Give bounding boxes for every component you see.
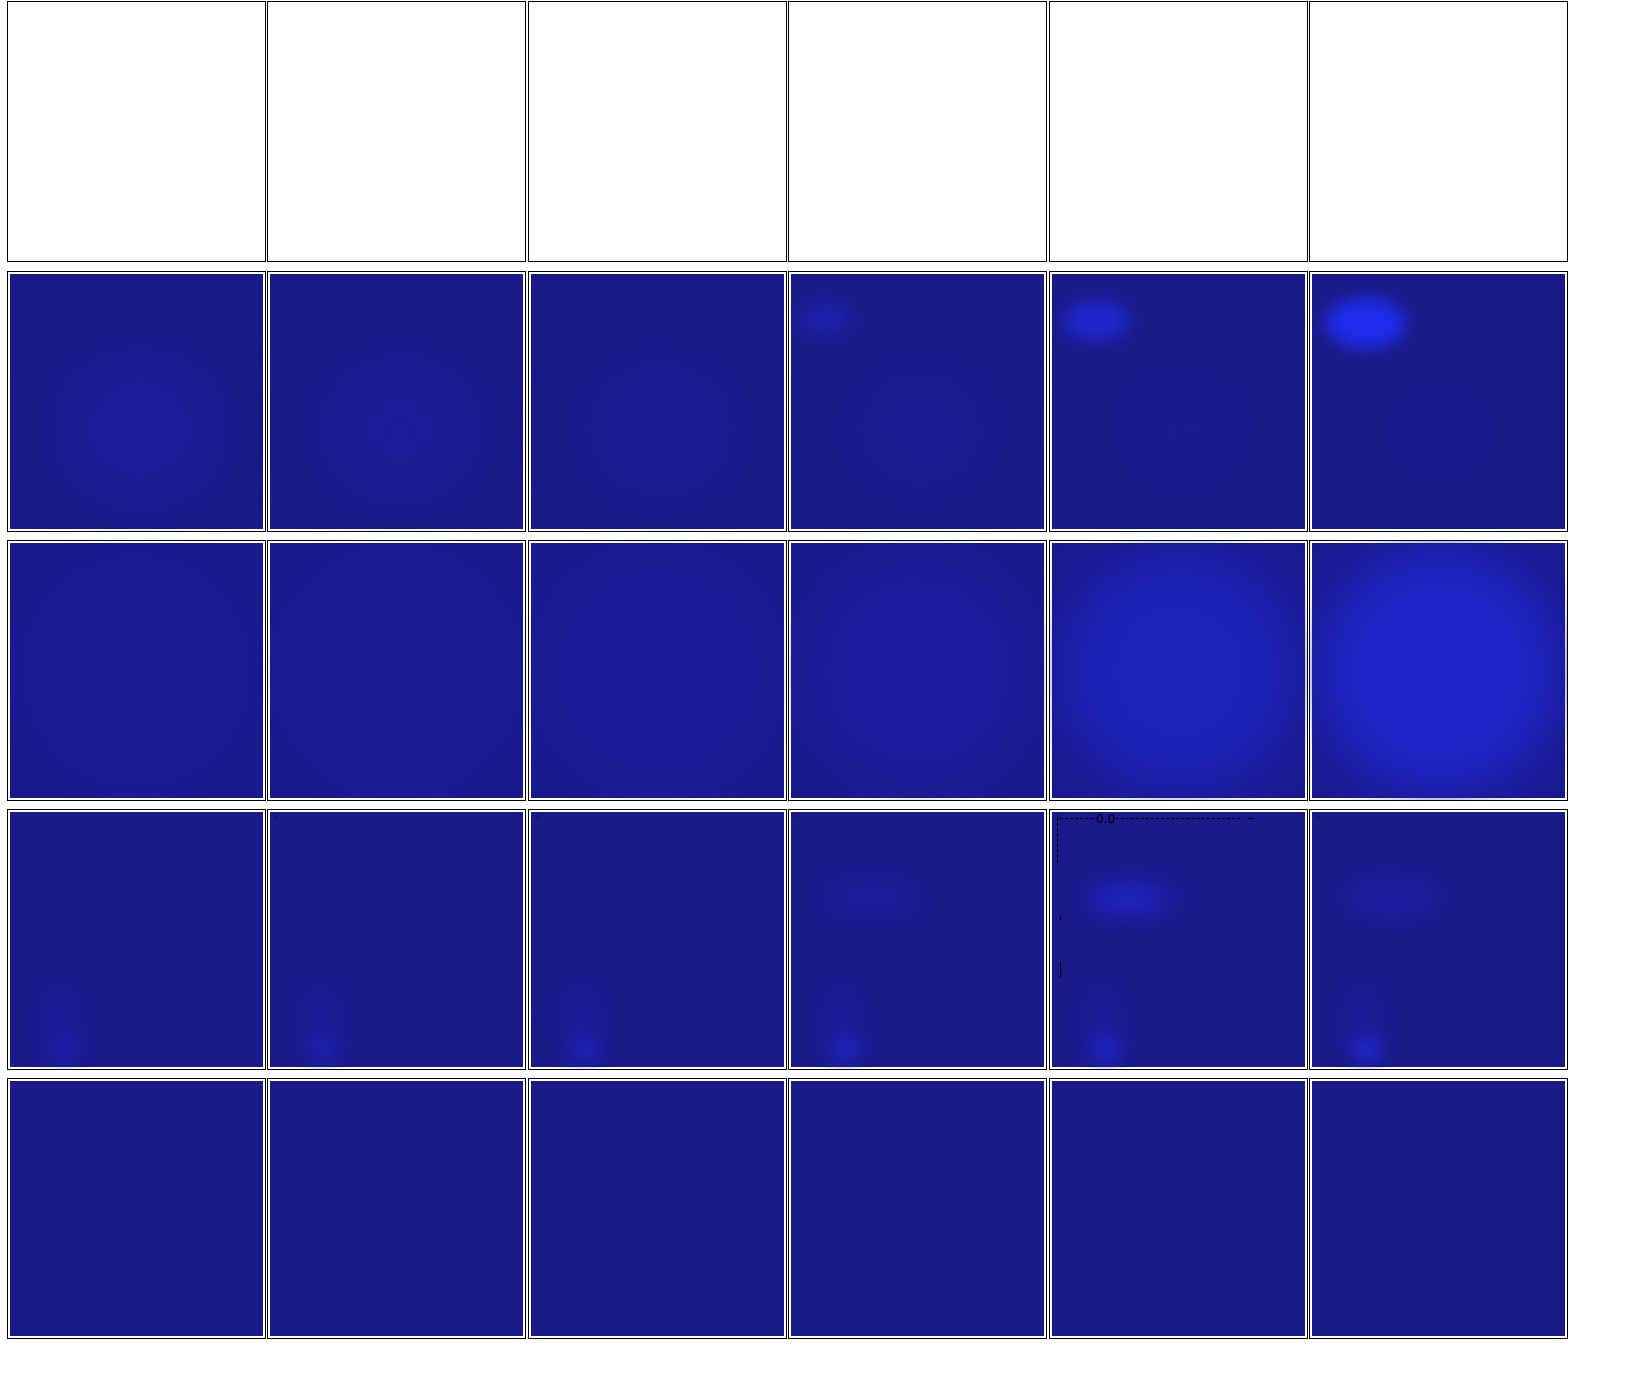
corner-spot	[50, 1037, 80, 1062]
tile-image	[1312, 274, 1565, 529]
bright-spot	[801, 304, 851, 334]
image-tile-r5-c5	[1049, 1078, 1308, 1339]
panel-glow-bright	[1317, 548, 1561, 794]
image-tile-r5-c2	[267, 1078, 526, 1339]
panel-glow	[546, 558, 770, 784]
image-tile-r3-c1	[7, 540, 266, 801]
tile-image	[270, 274, 523, 529]
panel-glow	[25, 558, 249, 784]
corner-spot	[831, 1037, 861, 1062]
image-tile-r4-c2	[267, 809, 526, 1070]
tile-image	[1312, 543, 1565, 798]
center-glow	[841, 354, 1001, 504]
mid-band-spot	[1092, 887, 1162, 912]
tile-image	[791, 1081, 1044, 1336]
tile-tick-mark: ◦	[274, 813, 280, 823]
image-tile-r1-c6	[1309, 1, 1568, 262]
image-tile-r2-c5	[1049, 271, 1308, 532]
image-tile-r5-c6	[1309, 1078, 1568, 1339]
image-tile-r3-c5	[1049, 540, 1308, 801]
mid-band-glow	[1342, 877, 1442, 917]
tile-image	[531, 543, 784, 798]
image-tile-r5-c3	[528, 1078, 787, 1339]
dashed-guide-vertical	[1057, 818, 1058, 863]
tile-image	[1052, 1081, 1305, 1336]
tile-image	[270, 1081, 523, 1336]
tile-image	[531, 1081, 784, 1336]
tile-tick-mark: ◦	[1316, 813, 1322, 823]
tile-image	[531, 274, 784, 529]
panel-glow	[806, 558, 1030, 784]
tile-image	[1052, 4, 1305, 259]
tile-image	[10, 1081, 263, 1336]
tile-image	[791, 274, 1044, 529]
image-tile-r3-c6	[1309, 540, 1568, 801]
bright-spot	[1326, 298, 1406, 348]
tile-image	[270, 543, 523, 798]
image-tile-r4-c1	[7, 809, 266, 1070]
image-tile-r2-c1	[7, 271, 266, 532]
mid-band-glow	[821, 877, 921, 917]
image-tile-r1-c3	[528, 1, 787, 262]
tile-image	[10, 543, 263, 798]
image-tile-r3-c2	[267, 540, 526, 801]
center-glow	[1102, 354, 1262, 504]
tile-image	[531, 812, 784, 1067]
dashed-guide-horizontal	[1060, 818, 1240, 819]
image-tile-r4-c6	[1309, 809, 1568, 1070]
tile-image	[270, 4, 523, 259]
image-grid	[7, 1, 1628, 1393]
image-tile-r2-c3	[528, 271, 787, 532]
panel-glow-bright	[1057, 548, 1301, 794]
corner-spot	[1352, 1037, 1382, 1062]
tile-image	[1312, 4, 1565, 259]
guide-tick-right	[1248, 818, 1254, 819]
corner-spot	[310, 1037, 340, 1062]
center-glow	[60, 354, 220, 504]
corner-spot	[1092, 1037, 1122, 1062]
tile-image	[10, 812, 263, 1067]
guide-tick-small	[1060, 916, 1061, 920]
tile-image	[1312, 1081, 1565, 1336]
image-tile-r1-c1	[7, 1, 266, 262]
panel-glow	[285, 558, 509, 784]
annotation-label: 0.0	[1096, 812, 1116, 826]
image-tile-r3-c4	[788, 540, 1047, 801]
guide-tick	[1060, 962, 1061, 978]
center-glow	[1362, 354, 1522, 504]
corner-spot	[571, 1037, 601, 1062]
center-glow	[581, 354, 741, 504]
tile-tick-mark: ◦	[1056, 813, 1062, 823]
tile-image	[1312, 812, 1565, 1067]
tile-image	[1052, 543, 1305, 798]
image-tile-r2-c4	[788, 271, 1047, 532]
tile-image	[10, 274, 263, 529]
image-tile-r5-c4	[788, 1078, 1047, 1339]
image-tile-r4-c5	[1049, 809, 1308, 1070]
image-tile-r2-c6	[1309, 271, 1568, 532]
center-glow	[320, 354, 480, 504]
image-tile-r1-c4	[788, 1, 1047, 262]
image-tile-r4-c4	[788, 809, 1047, 1070]
tile-image	[10, 4, 263, 259]
tile-image	[1052, 812, 1305, 1067]
image-tile-r1-c5	[1049, 1, 1308, 262]
tile-image	[791, 812, 1044, 1067]
tile-tick-mark: ◦	[795, 813, 801, 823]
tile-image	[791, 4, 1044, 259]
tile-image	[531, 4, 784, 259]
image-tile-r1-c2	[267, 1, 526, 262]
image-tile-r3-c3	[528, 540, 787, 801]
image-tile-r5-c1	[7, 1078, 266, 1339]
image-tile-r2-c2	[267, 271, 526, 532]
bright-spot	[1064, 301, 1129, 341]
tile-tick-mark: ◦	[535, 813, 541, 823]
tile-image	[270, 812, 523, 1067]
tile-image	[791, 543, 1044, 798]
image-tile-r4-c3	[528, 809, 787, 1070]
tile-image	[1052, 274, 1305, 529]
